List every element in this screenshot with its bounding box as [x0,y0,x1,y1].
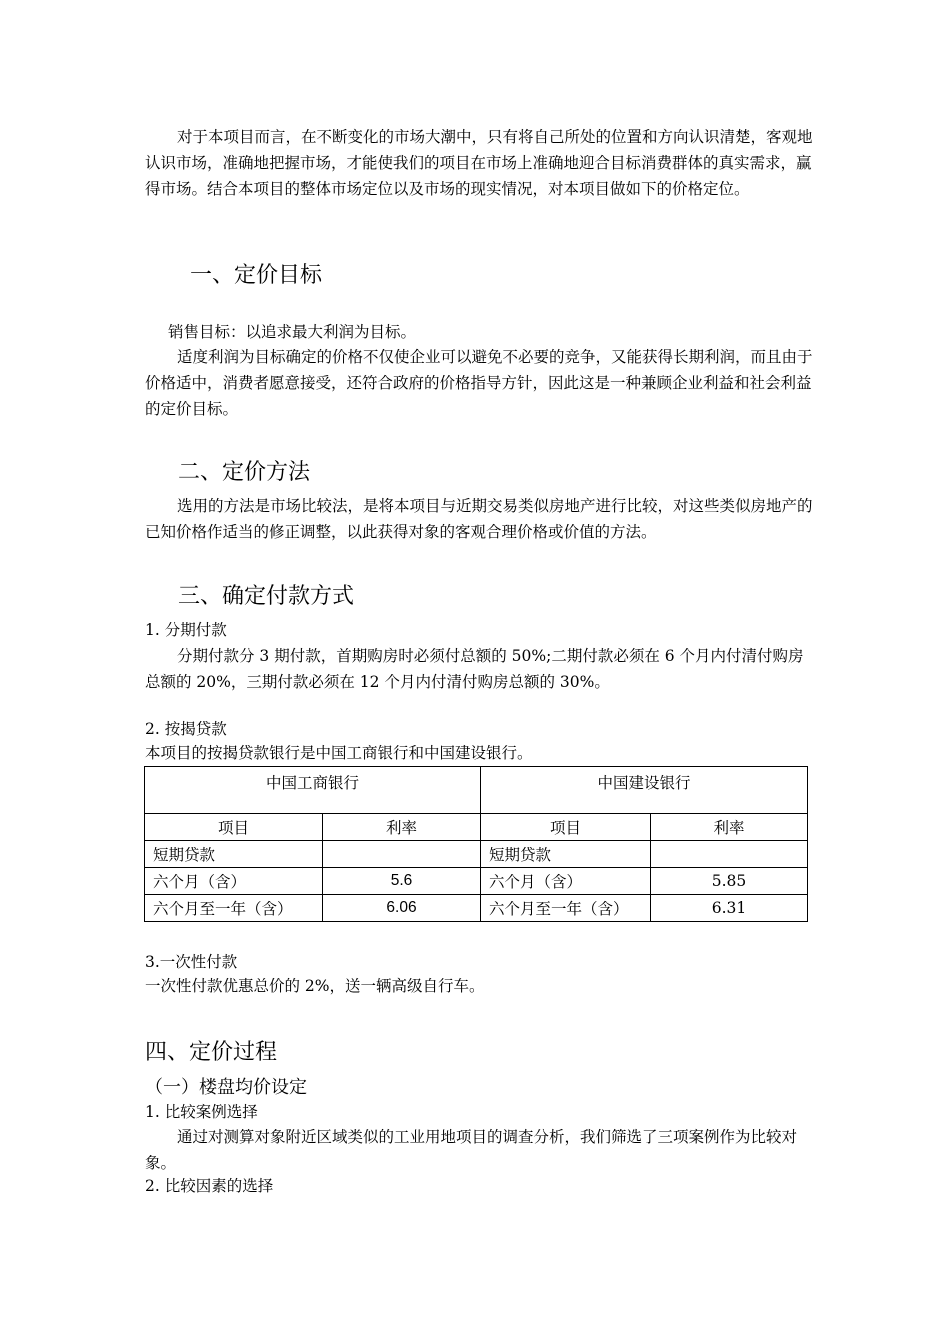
table-row [145,868,808,895]
table-cell: 6.06 [323,895,481,922]
table-cell: 六个月至一年（含） [145,895,323,922]
table-cell: 短期贷款 [481,841,651,868]
bank-ccb-header: 中国建设银行 [481,767,808,814]
comparison-factor-title: 2. 比较因素的选择 [145,1177,274,1195]
lump-sum-title: 3.一次性付款 [145,953,238,971]
comparison-case-paragraph: 通过对测算对象附近区域类似的工业用地项目的调查分析，我们筛选了三项案例作为比较对象。 [145,1128,798,1172]
table-cell: 六个月至一年（含） [481,895,651,922]
column-header-rate: 利率 [323,814,481,841]
bank-icbc-header: 中国工商银行 [145,767,481,814]
section-2-heading: 二、定价方法 [178,460,311,485]
table-cell: 5.6 [323,868,481,895]
table-cell [651,841,808,868]
table-cell: 6.31 [651,895,808,922]
intro-paragraph: 对于本项目而言，在不断变化的市场大潮中，只有将自己所处的位置和方向认识清楚，客观地认识市场，准确地把握市场，才能使我们的项目在市场上准确地迎合目标消费群体的真实需求，赢得市场。结合本项目的整体市场定位以及市场的现实情况，对本项目做如下的价格定位。 [145,128,813,198]
table-cell: 5.85 [651,868,808,895]
table-cell: 六个月（含） [481,868,651,895]
lump-sum-paragraph: 一次性付款优惠总价的 2%，送一辆高级自行车。 [145,977,485,995]
table-cell: 六个月（含） [145,868,323,895]
mortgage-title: 2. 按揭贷款 [145,720,227,738]
section-4-heading: 四、定价过程 [145,1040,278,1065]
subsection-average-price: （一）楼盘均价设定 [145,1077,307,1098]
sales-goal-line: 销售目标：以追求最大利润为目标。 [168,323,417,341]
installment-title: 1. 分期付款 [145,621,227,639]
table-row [145,895,808,922]
loan-rate-table [144,766,808,922]
column-header-rate: 利率 [651,814,808,841]
comparison-case-title: 1. 比较案例选择 [145,1103,258,1121]
table-bank-row [145,767,808,814]
mortgage-paragraph: 本项目的按揭贷款银行是中国工商银行和中国建设银行。 [145,744,533,762]
installment-paragraph: 分期付款分 3 期付款，首期购房时必须付总额的 50%;二期付款必须在 6 个月内付清付购房总额的 20%，三期付款必须在 12 个月内付清付购房总额的 30%。 [145,647,804,691]
table-row [145,841,808,868]
section-1-paragraph: 适度利润为目标确定的价格不仅使企业可以避免不必要的竞争，又能获得长期利润，而且由于价格适中，消费者愿意接受，还符合政府的价格指导方针，因此这是一种兼顾企业利益和社会利益的定价目标。 [145,348,813,418]
table-cell [323,841,481,868]
section-3-heading: 三、确定付款方式 [178,584,355,609]
column-header-item: 项目 [145,814,323,841]
column-header-item: 项目 [481,814,651,841]
table-header-row [145,814,808,841]
table-cell: 短期贷款 [145,841,323,868]
section-2-paragraph: 选用的方法是市场比较法，是将本项目与近期交易类似房地产进行比较，对这些类似房地产的已知价格作适当的修正调整，以此获得对象的客观合理价格或价值的方法。 [145,497,813,541]
section-1-heading: 一、定价目标 [190,263,323,288]
